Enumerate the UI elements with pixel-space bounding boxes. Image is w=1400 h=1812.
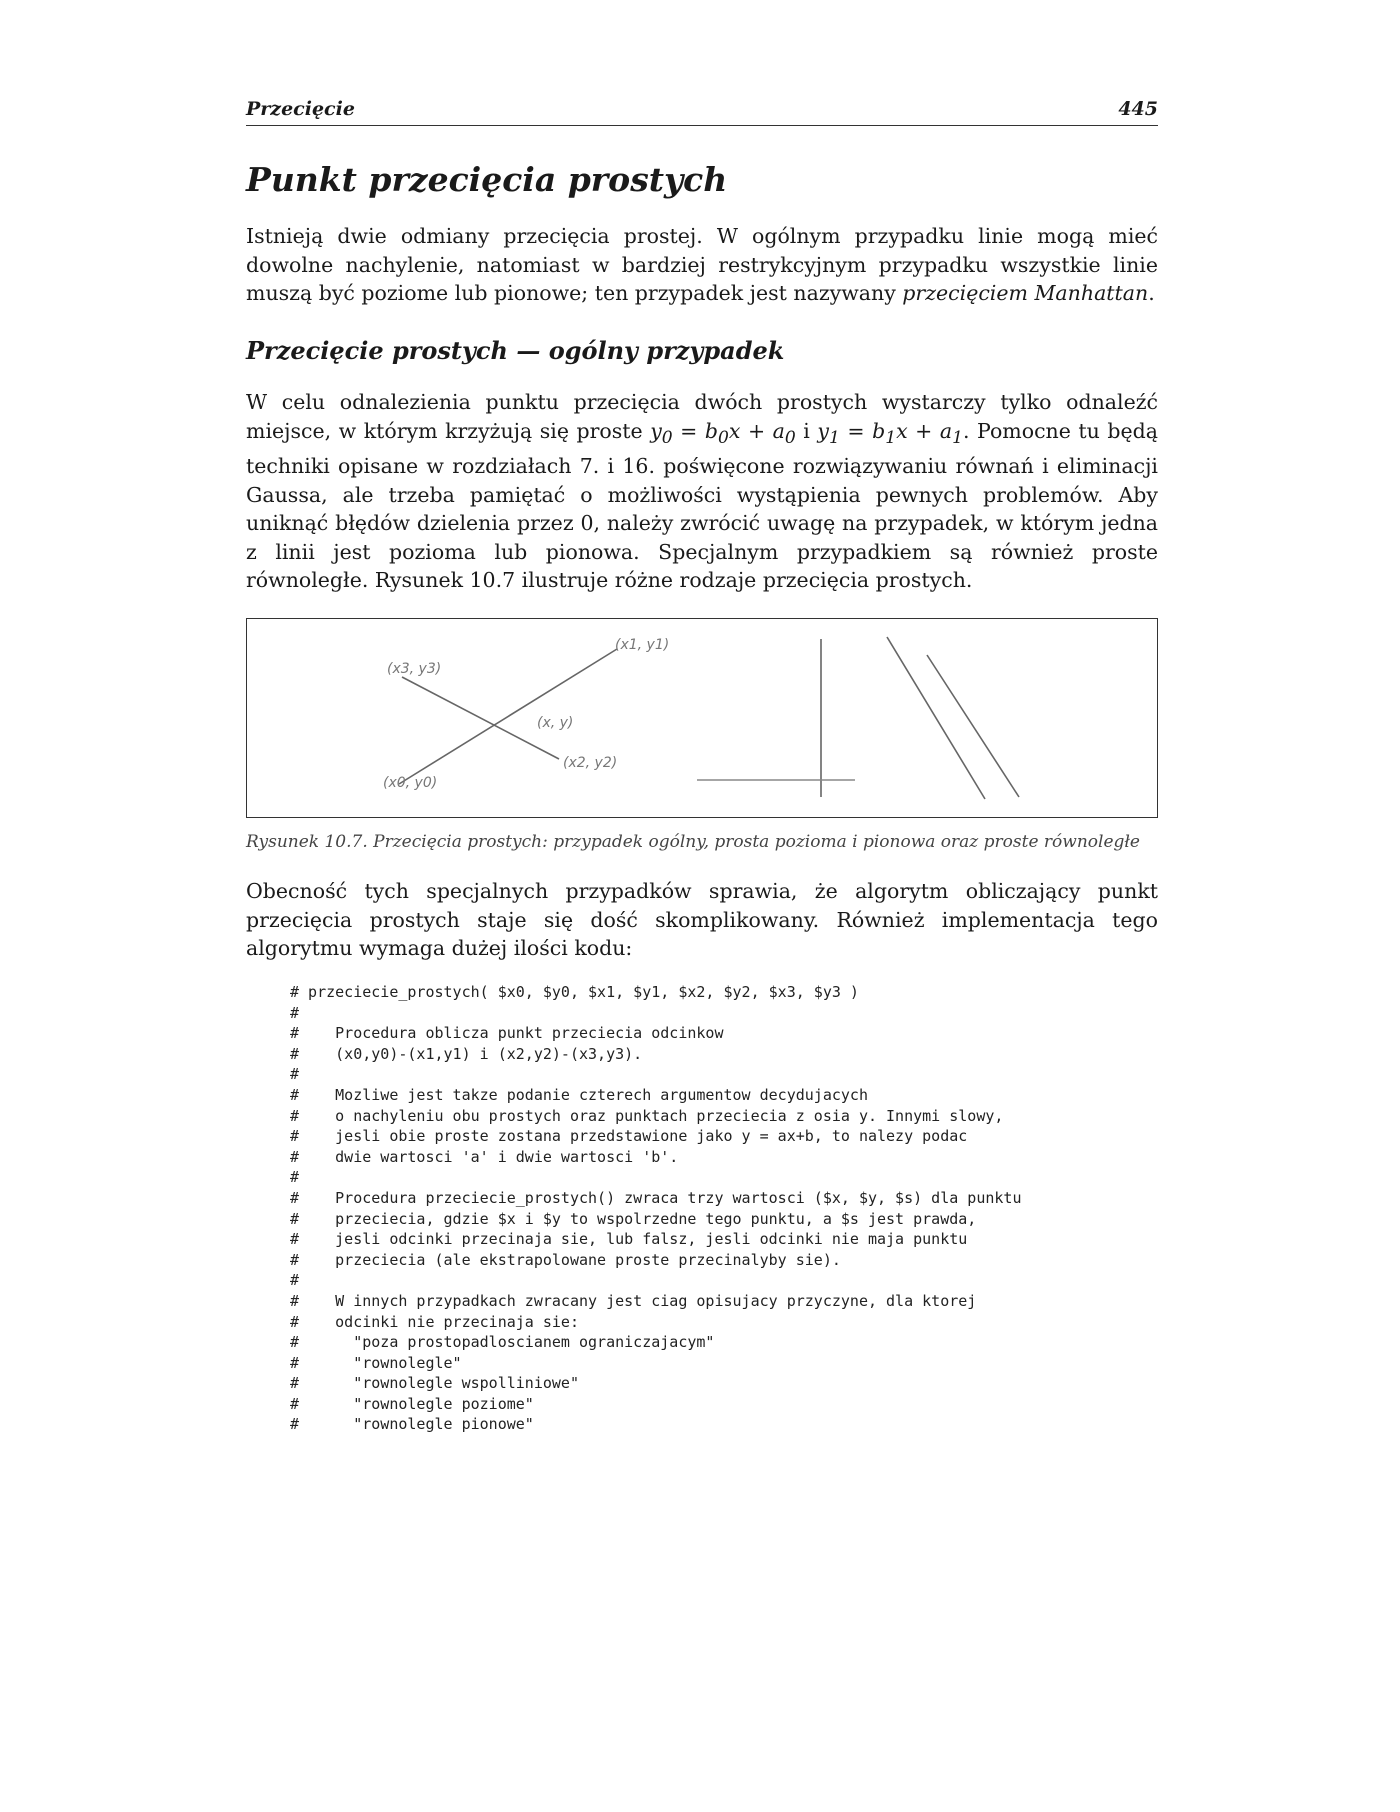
intro-end: .	[1148, 281, 1155, 305]
eq2-a-sub: 1	[952, 427, 963, 448]
eq1-plus: +	[740, 418, 773, 443]
code-line: # "rownolegle wspolliniowe"	[290, 1374, 579, 1393]
segment-b-line	[402, 677, 559, 759]
figure-line-intersections	[246, 618, 1158, 818]
intro-text: Istnieją dwie odmiany przecięcia prostej. W ogólnym przypadku linie mogą mieć dowolne nachylenie, natomiast w bardziej restrykcyjnym przypadku wszystkie linie muszą być poziome lub pionowe; ten przypadek jest nazywany	[246, 224, 1158, 305]
eq1-x: x	[728, 418, 741, 443]
eq2-equals: =	[839, 418, 873, 443]
equation-2	[817, 418, 963, 448]
eq2-y-sub: 1	[828, 427, 840, 448]
eq2-b-sub: 1	[885, 427, 897, 448]
eq1-y: y	[650, 418, 662, 443]
code-line: # W innych przypadkach zwracany jest ciag opisujacy przyczyne, dla ktorej	[290, 1291, 977, 1310]
code-line: # o nachyleniu obu prostych oraz punktach przeciecia z osia y. Innymi slowy,	[290, 1106, 1004, 1125]
code-line: #	[290, 1271, 300, 1290]
subsection-title: Przecięcie prostych — ogólny przypadek	[246, 336, 785, 365]
eq2-y: y	[817, 418, 829, 443]
eq1-y-sub: 0	[661, 427, 673, 448]
code-line: # "poza prostopadloscianem ograniczajacym"	[290, 1333, 715, 1352]
code-line: # przeciecia (ale ekstrapolowane proste przecinalyby sie).	[290, 1250, 841, 1269]
code-line: # jesli obie proste zostana przedstawione jako y = ax+b, to nalezy podac	[290, 1127, 968, 1146]
intro-paragraph	[246, 222, 1158, 308]
eq1-b: b	[704, 418, 718, 443]
section-title: Punkt przecięcia prostych	[246, 160, 728, 199]
running-head	[246, 98, 1158, 126]
code-line: # jesli odcinki przecinaja sie, lub falsz, jesli odcinki nie maja punktu	[290, 1230, 968, 1249]
code-line: # odcinki nie przecinaja sie:	[290, 1312, 579, 1331]
eq2-plus: +	[907, 418, 940, 443]
eq1-a-sub: 0	[784, 427, 796, 448]
page-number: 445	[1118, 98, 1158, 120]
eq2-b: b	[872, 418, 886, 443]
code-line: # "rownolegle poziome"	[290, 1394, 534, 1413]
code-line: # "rownolegle pionowe"	[290, 1415, 534, 1434]
main-text-part2: . Pomocne tu będą techniki opisane w rozdziałach 7. i 16. poświęcone rozwiązywaniu równań i eliminacji Gaussa, ale trzeba pamiętać o możliwości wystąpienia pewnych problemów. Aby uniknąć błędów dzielenia przez 0, należy zwrócić uwagę na przypadek, w którym jedna z linii jest pozioma lub pionowa. Specjalnym przypadkiem są również proste równoległe. Rysunek 10.7 ilustruje różne rodzaje przecięcia prostych.	[246, 418, 1158, 593]
equation-1	[650, 418, 796, 448]
code-line: # dwie wartosci 'a' i dwie wartosci 'b'.	[290, 1147, 679, 1166]
figure-diagram	[247, 619, 1157, 817]
code-line: # Procedura przeciecie_prostych() zwraca trzy wartosci ($x, $y, $s) dla punktu	[290, 1188, 1022, 1207]
code-line: # Mozliwe jest takze podanie czterech argumentow decydujacych	[290, 1085, 868, 1104]
chapter-title: Przecięcie	[246, 98, 355, 120]
label-intersection: (x, y)	[537, 715, 574, 731]
code-line: # Procedura oblicza punkt przeciecia odcinkow	[290, 1024, 724, 1043]
eq1-equals: =	[672, 418, 705, 443]
parallel-line-1	[887, 637, 985, 799]
eq1-b-sub: 0	[718, 427, 729, 448]
code-line: #	[290, 1168, 300, 1187]
code-line: # przeciecia, gdzie $x i $y to wspolrzedne tego punktu, a $s jest prawda,	[290, 1209, 977, 1228]
main-paragraph	[246, 388, 1158, 595]
main-text-part1: W celu odnalezienia punktu przecięcia dwóch prostych wystarczy tylko odnaleźć miejsce, w którym krzyżują się proste	[246, 390, 1158, 443]
outro-paragraph: Obecność tych specjalnych przypadków sprawia, że algorytm obliczający punkt przecięcia prostych staje się dość skomplikowany. Również implementacja tego algorytmu wymaga dużej ilości kodu:	[246, 879, 1158, 960]
code-line: #	[290, 1003, 300, 1022]
label-p1: (x1, y1)	[615, 637, 670, 653]
code-line: #	[290, 1065, 300, 1084]
eq1-a: a	[772, 418, 785, 443]
label-p2: (x2, y2)	[563, 755, 618, 771]
main-text-conj: i	[795, 418, 818, 443]
eq2-x: x	[896, 418, 908, 443]
intro-term: przecięciem Manhattan	[902, 281, 1149, 305]
label-p3: (x3, y3)	[387, 661, 442, 677]
code-line: # "rownolegle"	[290, 1353, 462, 1372]
eq2-a: a	[939, 418, 953, 443]
code-line: # przeciecie_prostych( $x0, $y0, $x1, $y1, $x2, $y2, $x3, $y3 )	[290, 983, 859, 1001]
code-listing	[290, 982, 1022, 1435]
code-line: # (x0,y0)-(x1,y1) i (x2,y2)-(x3,y3).	[290, 1044, 643, 1063]
label-p0: (x0, y0)	[383, 775, 438, 791]
figure-caption: Rysunek 10.7. Przecięcia prostych: przypadek ogólny, prosta pozioma i pionowa oraz proste równoległe	[246, 832, 1140, 852]
